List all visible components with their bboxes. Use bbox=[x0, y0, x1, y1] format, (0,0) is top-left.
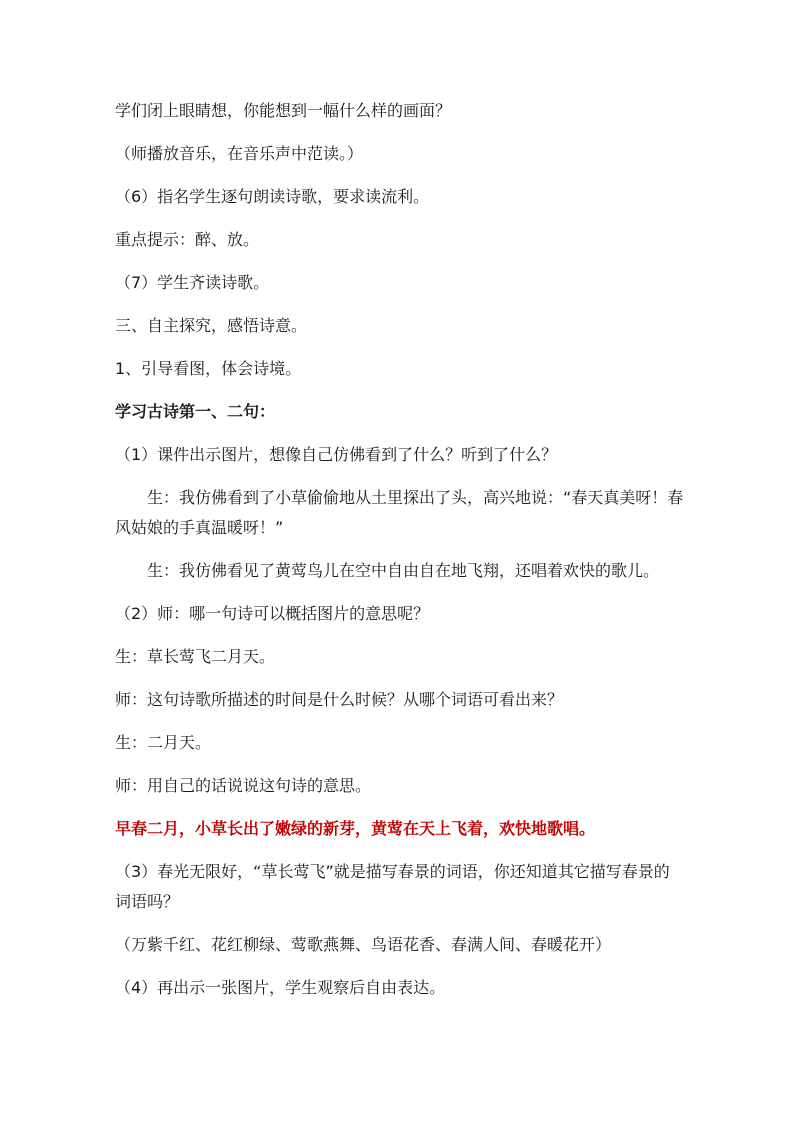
highlighted-meaning: 早春二月，小草长出了嫩绿的新芽，黄莺在天上飞着，欢快地歌唱。 bbox=[115, 819, 596, 838]
bold-heading-lines-1-2: 学习古诗第一、二句： bbox=[115, 402, 276, 421]
paragraph-student-answer-3: 生：草长莺飞二月天。 bbox=[115, 647, 276, 666]
paragraph-student-answer-2: 生：我仿佛看见了黄莺鸟儿在空中自由自在地飞翔，还唱着欢快的歌儿。 bbox=[147, 561, 660, 580]
subsection-heading-1: 1、引导看图，体会诗境。 bbox=[115, 359, 302, 378]
paragraph-step-3: （3）春光无限好，“草长莺飞”就是描写春景的词语，你还知道其它描写春景的词语吗？ bbox=[115, 862, 670, 911]
paragraph-teacher-question: 师：这句诗歌所描述的时间是什么时候？从哪个词语可看出来？ bbox=[115, 690, 564, 709]
paragraph-teacher-instruction: 师：用自己的话说说这句诗的意思。 bbox=[115, 776, 372, 795]
document-page bbox=[115, 96, 685, 1016]
paragraph-step-1: （1）课件出示图片，想像自己仿佛看到了什么？听到了什么？ bbox=[115, 445, 558, 464]
paragraph-student-answer-4: 生：二月天。 bbox=[115, 733, 212, 752]
paragraph-step-7: （7）学生齐读诗歌。 bbox=[115, 273, 270, 292]
paragraph-key-points: 重点提示：醉、放。 bbox=[115, 230, 260, 249]
paragraph-spring-words: （万紫千红、花红柳绿、莺歌燕舞、鸟语花香、春满人间、春暖花开） bbox=[115, 935, 612, 954]
paragraph-step-6: （6）指名学生逐句朗读诗歌，要求读流利。 bbox=[115, 187, 430, 206]
paragraph-imagine-prompt: 学们闭上眼睛想，你能想到一幅什么样的画面？ bbox=[115, 101, 452, 120]
paragraph-step-2: （2）师：哪一句诗可以概括图片的意思呢？ bbox=[115, 604, 430, 623]
paragraph-step-4: （4）再出示一张图片，学生观察后自由表达。 bbox=[115, 978, 446, 997]
paragraph-teacher-reading: （师播放音乐，在音乐声中范读。） bbox=[115, 144, 364, 163]
section-heading-3: 三、自主探究，感悟诗意。 bbox=[115, 316, 308, 335]
paragraph-student-answer-1: 生：我仿佛看到了小草偷偷地从土里探出了头，高兴地说：“春天真美呀！春风姑娘的手真温暖呀！” bbox=[115, 488, 684, 537]
